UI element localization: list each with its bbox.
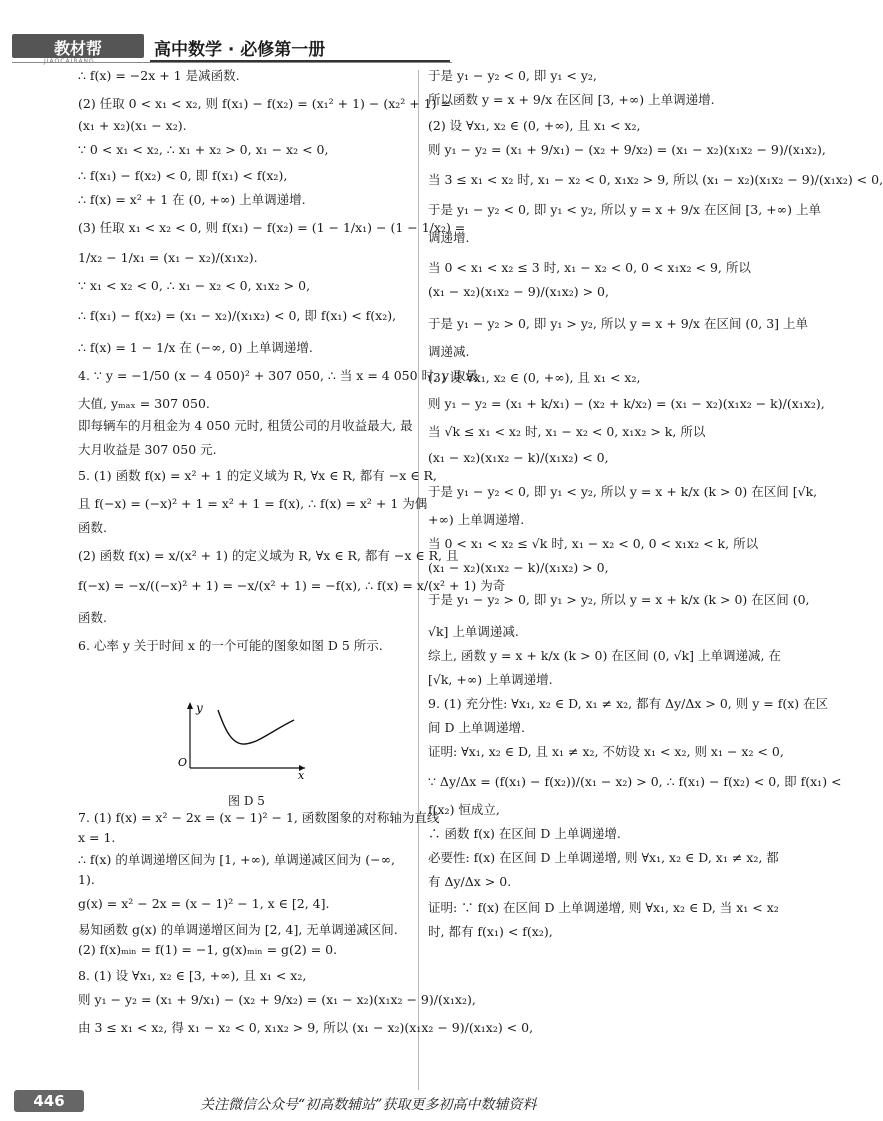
- origin-label: O: [178, 756, 188, 769]
- text-line: (2) 设 ∀x₁, x₂ ∈ (0, +∞), 且 x₁ < x₂,: [428, 118, 641, 133]
- text-line: g(x) = x² − 2x = (x − 1)² − 1, x ∈ [2, 4].: [78, 896, 330, 911]
- text-line: 且 f(−x) = (−x)² + 1 = x² + 1 = f(x), ∴ f(x) = x² + 1 为偶: [78, 496, 428, 511]
- page-number: 446: [14, 1090, 84, 1112]
- text-line: 6. 心率 y 关于时间 x 的一个可能的图象如图 D 5 所示.: [78, 638, 383, 653]
- y-axis-arrow: [187, 702, 193, 709]
- text-line: 1).: [78, 872, 95, 887]
- text-line: 5. (1) 函数 f(x) = x² + 1 的定义域为 R, ∀x ∈ R, 都有 −x ∈ R,: [78, 468, 437, 483]
- header-thin-rule: [12, 62, 452, 63]
- text-line: 调递增.: [428, 230, 470, 245]
- brand-label: 教材帮: [54, 39, 103, 58]
- text-line: ∴ f(x) = 1 − 1/x 在 (−∞, 0) 上单调递增.: [78, 340, 313, 355]
- text-line: (x₁ − x₂)(x₁x₂ − 9)/(x₁x₂) > 0,: [428, 284, 609, 299]
- text-line: 8. (1) 设 ∀x₁, x₂ ∈ [3, +∞), 且 x₁ < x₂,: [78, 968, 307, 983]
- text-line: 9. (1) 充分性: ∀x₁, x₂ ∈ D, x₁ ≠ x₂, 都有 Δy/Δx > 0, 则 y = f(x) 在区: [428, 696, 829, 711]
- text-line: ∴ 函数 f(x) 在区间 D 上单调递增.: [428, 826, 621, 841]
- text-line: (x₁ − x₂)(x₁x₂ − k)/(x₁x₂) < 0,: [428, 450, 609, 465]
- text-line: +∞) 上单调递增.: [428, 512, 525, 527]
- text-line: (2) f(x)ₘᵢₙ = f(1) = −1, g(x)ₘᵢₙ = g(2) = 0.: [78, 942, 338, 957]
- text-line: 即每辆车的月租金为 4 050 元时, 租赁公司的月收益最大, 最: [78, 418, 413, 433]
- text-line: 函数.: [78, 610, 107, 625]
- text-line: f(x₂) 恒成立,: [428, 802, 500, 817]
- text-line: 当 0 < x₁ < x₂ ≤ 3 时, x₁ − x₂ < 0, 0 < x₁x₂ < 9, 所以: [428, 260, 751, 275]
- text-line: 由 3 ≤ x₁ < x₂, 得 x₁ − x₂ < 0, x₁x₂ > 9, 所以 (x₁ − x₂)(x₁x₂ − 9)/(x₁x₂) < 0,: [78, 1020, 534, 1035]
- text-line: ∴ f(x₁) − f(x₂) = (x₁ − x₂)/(x₁x₂) < 0, 即 f(x₁) < f(x₂),: [78, 308, 397, 323]
- text-line: 大月收益是 307 050 元.: [78, 442, 217, 457]
- text-line: 证明: ∵ f(x) 在区间 D 上单调递增, 则 ∀x₁, x₂ ∈ D, 当 x₁ < x₂: [428, 900, 779, 915]
- text-line: f(−x) = −x/((−x)² + 1) = −x/(x² + 1) = −f(x), ∴ f(x) = x/(x² + 1) 为奇: [78, 578, 506, 593]
- text-line: ∵ x₁ < x₂ < 0, ∴ x₁ − x₂ < 0, x₁x₂ > 0,: [78, 278, 311, 293]
- text-line: 间 D 上单调递增.: [428, 720, 525, 735]
- text-line: 当 3 ≤ x₁ < x₂ 时, x₁ − x₂ < 0, x₁x₂ > 9, 所以 (x₁ − x₂)(x₁x₂ − 9)/(x₁x₂) < 0,: [428, 172, 883, 187]
- text-line: 于是 y₁ − y₂ > 0, 即 y₁ > y₂, 所以 y = x + k/x (k > 0) 在区间 (0,: [428, 592, 810, 607]
- text-line: 当 √k ≤ x₁ < x₂ 时, x₁ − x₂ < 0, x₁x₂ > k, 所以: [428, 424, 706, 439]
- text-line: ∴ f(x) = −2x + 1 是减函数.: [78, 68, 240, 83]
- text-line: 则 y₁ − y₂ = (x₁ + 9/x₁) − (x₂ + 9/x₂) = (x₁ − x₂)(x₁x₂ − 9)/(x₁x₂),: [78, 992, 476, 1007]
- text-line: 4. ∵ y = −1/50 (x − 4 050)² + 307 050, ∴ 当 x = 4 050 时, y 取最: [78, 368, 479, 383]
- text-line: 于是 y₁ − y₂ < 0, 即 y₁ < y₂, 所以 y = x + k/x (k > 0) 在区间 [√k,: [428, 484, 818, 499]
- text-line: 大值, yₘₐₓ = 307 050.: [78, 396, 210, 411]
- heart-rate-curve: [218, 710, 294, 744]
- text-line: 当 0 < x₁ < x₂ ≤ √k 时, x₁ − x₂ < 0, 0 < x₁x₂ < k, 所以: [428, 536, 759, 551]
- text-line: ∴ f(x) = x² + 1 在 (0, +∞) 上单调递增.: [78, 192, 306, 207]
- y-axis-label: y: [196, 701, 203, 715]
- text-line: x = 1.: [78, 830, 116, 845]
- text-line: 于是 y₁ − y₂ > 0, 即 y₁ > y₂, 所以 y = x + 9/x 在区间 (0, 3] 上单: [428, 316, 809, 331]
- text-line: ∵ 0 < x₁ < x₂, ∴ x₁ + x₂ > 0, x₁ − x₂ < 0,: [78, 142, 329, 157]
- text-line: 调递减.: [428, 344, 470, 359]
- text-line: 函数.: [78, 520, 107, 535]
- text-line: (2) 任取 0 < x₁ < x₂, 则 f(x₁) − f(x₂) = (x₁² + 1) − (x₂² + 1) =: [78, 96, 451, 111]
- text-line: 证明: ∀x₁, x₂ ∈ D, 且 x₁ ≠ x₂, 不妨设 x₁ < x₂, 则 x₁ − x₂ < 0,: [428, 744, 784, 759]
- text-line: ∴ f(x₁) − f(x₂) < 0, 即 f(x₁) < f(x₂),: [78, 168, 288, 183]
- text-line: ∵ Δy/Δx = (f(x₁) − f(x₂))/(x₁ − x₂) > 0, ∴ f(x₁) − f(x₂) < 0, 即 f(x₁) <: [428, 774, 842, 789]
- text-line: (2) 函数 f(x) = x/(x² + 1) 的定义域为 R, ∀x ∈ R, 都有 −x ∈ R, 且: [78, 548, 459, 563]
- text-line: 于是 y₁ − y₂ < 0, 即 y₁ < y₂, 所以 y = x + 9/x 在区间 [3, +∞) 上单: [428, 202, 821, 217]
- text-line: 必要性: f(x) 在区间 D 上单调递增, 则 ∀x₁, x₂ ∈ D, x₁ ≠ x₂, 都: [428, 850, 779, 865]
- text-line: 综上, 函数 y = x + k/x (k > 0) 在区间 (0, √k] 上单调递减, 在: [428, 648, 781, 663]
- text-line: (x₁ + x₂)(x₁ − x₂).: [78, 118, 187, 133]
- text-line: [√k, +∞) 上单调递增.: [428, 672, 553, 687]
- text-line: (3) 任取 x₁ < x₂ < 0, 则 f(x₁) − f(x₂) = (1 − 1/x₁) − (1 − 1/x₂) =: [78, 220, 466, 235]
- text-line: 1/x₂ − 1/x₁ = (x₁ − x₂)/(x₁x₂).: [78, 250, 258, 265]
- text-line: 有 Δy/Δx > 0.: [428, 874, 512, 889]
- text-line: 则 y₁ − y₂ = (x₁ + k/x₁) − (x₂ + k/x₂) = (x₁ − x₂)(x₁x₂ − k)/(x₁x₂),: [428, 396, 825, 411]
- text-line: ∴ f(x) 的单调递增区间为 [1, +∞), 单调递减区间为 (−∞,: [78, 852, 395, 867]
- text-line: 所以函数 y = x + 9/x 在区间 [3, +∞) 上单调递增.: [428, 92, 715, 107]
- x-axis-label: x: [298, 769, 305, 782]
- text-line: 时, 都有 f(x₁) < f(x₂),: [428, 924, 553, 939]
- text-line: 7. (1) f(x) = x² − 2x = (x − 1)² − 1, 函数图象的对称轴为直线: [78, 810, 440, 825]
- text-line: 易知函数 g(x) 的单调递增区间为 [2, 4], 无单调递减区间.: [78, 922, 398, 937]
- text-line: (x₁ − x₂)(x₁x₂ − k)/(x₁x₂) > 0,: [428, 560, 609, 575]
- footer-note: 关注微信公众号“初高数辅站”获取更多初高中数辅资料: [200, 1097, 537, 1113]
- text-line: √k] 上单调递减.: [428, 624, 519, 639]
- figure-caption: 图 D 5: [228, 794, 265, 808]
- text-line: (3) 设 ∀x₁, x₂ ∈ (0, +∞), 且 x₁ < x₂,: [428, 370, 641, 385]
- book-title: 高中数学 · 必修第一册: [154, 40, 326, 60]
- text-line: 于是 y₁ − y₂ < 0, 即 y₁ < y₂,: [428, 68, 597, 83]
- text-line: 则 y₁ − y₂ = (x₁ + 9/x₁) − (x₂ + 9/x₂) = (x₁ − x₂)(x₁x₂ − 9)/(x₁x₂),: [428, 142, 826, 157]
- page-header: [0, 0, 800, 62]
- brand-tab: [12, 34, 144, 58]
- heart-rate-graph: [170, 700, 310, 780]
